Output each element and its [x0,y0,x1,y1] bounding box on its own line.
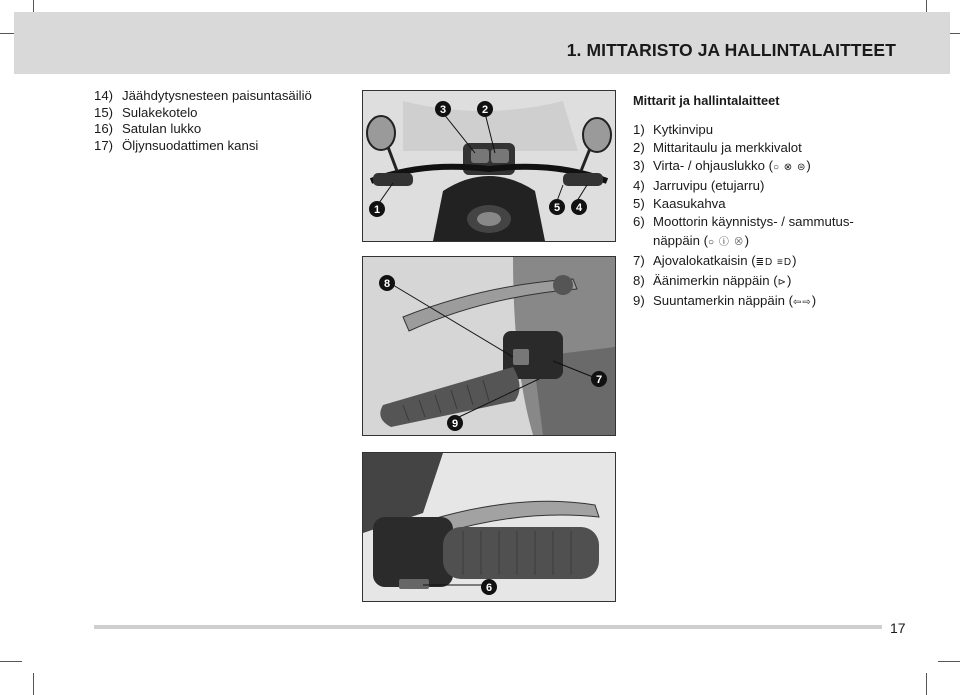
crop-mark [33,673,34,695]
svg-text:3: 3 [439,104,447,116]
svg-text:5: 5 [553,202,561,214]
callout-4 [571,199,587,215]
svg-text:2: 2 [481,104,489,116]
list-item: 9) Suuntamerkin näppäin (⇦⇨) [633,292,817,308]
callout-5 [549,199,565,215]
list-item: 3) Virta- / ohjauslukko (○ ⊗ ⊜) [633,158,811,174]
list-item: 14) Jäähdytysnesteen paisuntasäiliö [94,88,312,103]
headlight-symbols-icon: ≣D ≡D [755,256,793,268]
engine-switch-symbols-icon: ○ ⓘ ⊗ [708,236,745,248]
list-item: 1) Kytkinvipu [633,122,714,137]
svg-text:1: 1 [373,204,381,216]
callout-9 [447,415,463,431]
svg-text:8: 8 [383,278,391,290]
list-item: 7) Ajovalokatkaisin (≣D ≡D) [633,252,797,268]
list-item: 2) Mittaritaulu ja merkkivalot [633,140,802,156]
right-grip-throttle-photo [362,452,616,602]
svg-text:7: 7 [595,374,603,386]
page-title: 1. MITTARISTO JA HALLINTALAITTEET [566,40,896,60]
horn-symbol-icon: ⊳ [777,276,788,288]
page-number: 17 [890,620,906,636]
callout-3 [435,101,451,117]
callout-7 [591,371,607,387]
handlebar-overview-photo [362,90,616,242]
crop-mark [0,661,22,662]
list-item: 4) Jarruvipu (etujarru) [633,178,765,194]
list-item-continuation: näppäin (○ ⓘ ⊗) [653,232,750,248]
ignition-symbols-icon: ○ ⊗ ⊜ [772,162,807,174]
footer-rule [94,625,882,629]
crop-mark [926,673,927,695]
controls-section [633,93,933,312]
controls-list [633,121,933,312]
callout-8 [379,275,395,291]
svg-text:6: 6 [485,582,493,594]
section-title: Mittarit ja hallintalaitteet [633,93,780,108]
list-item: 16) Satulan lukko [94,121,202,137]
list-item: 5) Kaasukahva [633,196,726,212]
list-item: 8) Äänimerkin näppäin (⊳) [633,272,792,288]
turn-signal-symbol-icon: ⇦⇨ [793,296,812,308]
component-list-continued [94,88,312,154]
callout-6 [481,579,497,595]
callout-2 [477,101,493,117]
left-grip-switches-photo [362,256,616,436]
crop-mark [938,661,960,662]
list-item: 17) Öljynsuodattimen kansi [94,137,259,153]
list-item: 6) Moottorin käynnistys- / sammutus- [633,214,854,230]
svg-text:9: 9 [451,418,459,430]
list-item: 15) Sulakekotelo [94,104,198,120]
svg-text:4: 4 [575,202,583,214]
callout-1 [369,201,385,217]
